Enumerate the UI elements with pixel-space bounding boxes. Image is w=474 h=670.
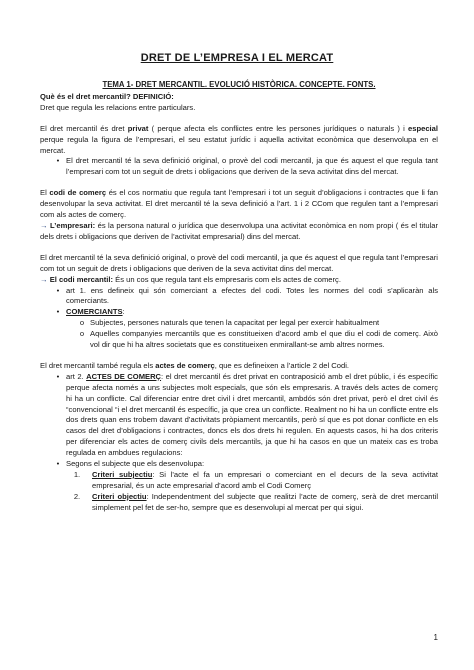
paragraph-origin: El dret mercantil té la seva definició original, o provè del codi mercantil, ja que és aquest el que regula tant l’empresari com tot un seguit de drets i obligacions que deriven de la seva activitat dins del mercat.	[40, 252, 438, 273]
section-heading: TEMA 1- DRET MERCANTIL. EVOLUCIÓ HISTÒRICA. CONCEPTE. FONTS.	[102, 80, 376, 89]
page-number: 1	[433, 633, 438, 642]
sub-bullet-icon: o	[79, 318, 85, 328]
bold-term-empresari: L’empresari:	[50, 220, 96, 230]
text-run: és la persona natural o jurídica que desenvolupa una activitat econòmica en nom propi ( és el titular dels drets i obligacions que deriven de l’activitat empresarial) dins del mercat.	[40, 220, 438, 241]
numbered-text	[84, 492, 438, 514]
paragraph-private-special	[40, 124, 438, 157]
list-item	[40, 156, 438, 178]
list-item	[40, 307, 438, 318]
number-marker: 2.	[73, 491, 81, 501]
list-item	[40, 459, 438, 470]
bullet-icon: •	[56, 307, 60, 317]
number-marker: 1.	[73, 470, 81, 479]
text-run: El dret mercantil és dret	[40, 123, 128, 133]
document-body	[40, 80, 438, 514]
bold-term-privat: privat	[127, 123, 149, 133]
question-heading: Què és el dret mercantil? DEFINICIÓ:	[40, 91, 174, 101]
bold-term-codi-comerc: codi de comerç	[49, 188, 107, 198]
bullet-text	[66, 372, 438, 459]
bullet-icon: •	[56, 459, 60, 469]
bullet-icon: •	[56, 156, 60, 166]
document-title: DRET DE L’EMPRESA I EL MERCAT	[140, 52, 334, 64]
sub-bullet-text: Subjectes, persones naturals que tenen la capacitat per legal per exercir habitualment	[90, 318, 380, 328]
bold-term-actes-de-comerc: ACTES DE COMERÇ	[86, 371, 162, 381]
sublist-item	[40, 329, 438, 351]
text-run: ( perque afecta els conflictes entre les persones jurídiques o naturals ) i	[148, 123, 409, 133]
bold-term-especial: especial	[408, 123, 438, 133]
text-run: : Independentment del subjecte que realitzi l’acte de comerç, serà de dret mercantil simplement pel fet de ser-ho, sempre que es desenvolupi al mercat per qui sigui.	[92, 491, 439, 512]
paragraph-codi-mercantil	[40, 275, 438, 286]
bullet-text: Segons el subjecte que els desenvolupa:	[66, 459, 205, 469]
arrow-icon: →	[40, 220, 48, 230]
bold-term-actes-comerc: actes de comerç	[155, 360, 215, 370]
text-run: El	[40, 188, 50, 198]
text-run: , que es defineixen a l’article 2 del Codi.	[214, 360, 350, 370]
text-run: El dret mercantil també regula els	[40, 360, 156, 370]
sub-bullet-icon: o	[79, 329, 85, 339]
bold-term-codi-mercantil: El codi mercantil:	[49, 274, 114, 284]
bullet-text: El dret mercantil té la seva definició original, o provè del codi mercantil, ja que és aquest el que regula tant l’empresari com tot un seguit de drets i obligacions que deriven de la seva activitat dins del mercat.	[66, 156, 438, 177]
paragraph-empresari	[40, 221, 438, 243]
sublist-item	[40, 318, 438, 329]
text-run: : el dret mercantil és dret privat en contraposició amb el dret públic, i és específic perque afecta només a uns subjectes molt especials, que són els empresaris. A través dels actes de comerç hi ha un conflicte. Cal diferenciar entre dret civil i dret mercantil, ambdós són dret privat, però el dret civil és “convencional “i el dret mercantil és específic, ja que crea un conflicte. Realment no hi ha un conflicte entre els dos drets quan ens trobem davant d’activitats pròpiament mercantils, però sí que es pot donar conflicte en els casos del dret d’obligacions i contractes, doncs els dos drets hi regulen. En aquests casos, hi ha dos criteris per diferenciar els actes de comerç civils dels mercantils, ja que hi ha casos en que un mateix cas es troba regulada en ambdues regulacions:	[66, 371, 438, 458]
bullet-text: art 1. ens defineix qui són comerciant a efectes del codi. Totes les normes del codi s’aplicaràn als comerciants.	[66, 285, 438, 306]
arrow-icon: →	[40, 274, 48, 284]
numbered-text	[84, 470, 438, 492]
bullet-icon: •	[56, 285, 60, 295]
paragraph-actes-comerc	[40, 361, 438, 372]
text-run: és el cos normatiu que regula tant l’empresari i tot un seguit d’obligacions i contractes que li fan desenvolupar la seva activitat. El dret mercantil té la seva definició a l’art. 1 i 2 CCom que regulen tant a l’empresari com als actes de comerç.	[40, 188, 438, 220]
bold-term-comerciants: COMERCIANTS	[66, 307, 123, 317]
text-run: art 2.	[66, 371, 87, 381]
text-run: perque regula la figura de l’empresari, el seu estatut jurídic i aquella activitat econòmica que desenvolupa en el mercat.	[40, 134, 438, 155]
list-item	[40, 372, 438, 459]
bullet-icon: •	[56, 371, 60, 381]
text-run: : Si l’acte el fa un empresari o comerciant en el decurs de la seva activitat empresarial, és un acte empresarial d’acord amb el Codi Comerç	[92, 470, 439, 490]
bold-term-criteri-objectiu: Criteri objectiu	[92, 491, 147, 501]
text-run: :	[122, 307, 125, 317]
list-item	[40, 286, 438, 308]
bold-term-criteri-subjectiu: Criteri subjectiu	[92, 470, 153, 479]
paragraph-definition: Dret que regula les relacions entre particulars.	[40, 102, 196, 112]
numbered-item	[40, 492, 438, 514]
numbered-item	[40, 470, 438, 492]
paragraph-codi-comerc	[40, 188, 438, 221]
sub-bullet-text: Aquelles companyies mercantils que es constitueixen d’acord amb el que diu el codi de comerç. Això vol dir que hi ha altres societats que es constitueixen enmirallant-se amb altres normes.	[90, 329, 438, 350]
text-run: És un cos que regula tant els empresaris com els actes de comerç.	[113, 274, 341, 284]
bullet-text	[66, 307, 438, 318]
